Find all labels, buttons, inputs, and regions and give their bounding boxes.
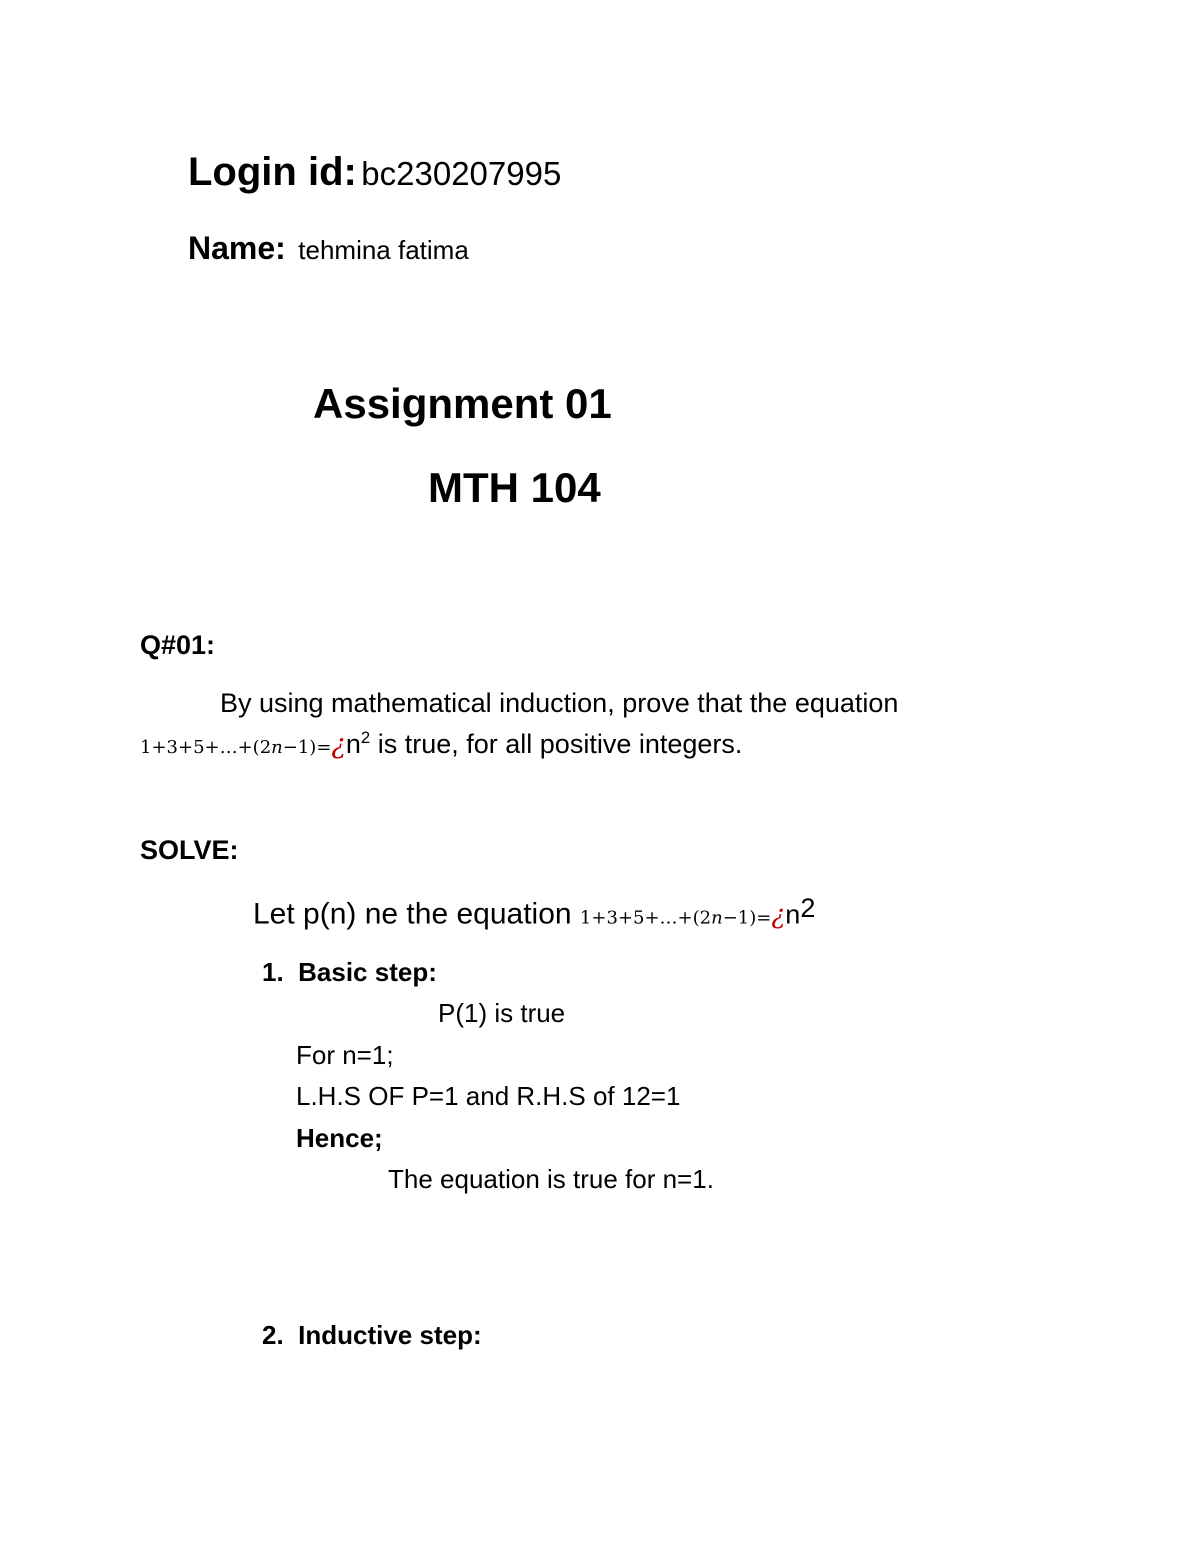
step-1-for-n: For n=1; [296,1040,394,1070]
solve-label: SOLVE: [140,835,239,865]
name-line [188,230,469,267]
question-equation-placeholder: ¿ [331,729,346,760]
solve-equation-tail: −1)= [722,907,772,929]
solve-equation-exponent: 2 [800,893,816,923]
name-value: tehmina fatima [298,235,469,265]
solve-equation: 1+3+5+…+(2 [579,907,712,929]
login-label: Login id: [188,150,357,194]
question-line-1: By using mathematical induction, prove that the equation [220,688,899,718]
step-2-number: 2. [262,1320,284,1350]
login-line [188,150,561,195]
solve-equation-n: n [711,907,723,929]
let-line [253,893,815,931]
solve-equation-placeholder: ¿ [771,900,786,931]
question-line-2-rest: is true, for all positive integers. [370,729,743,759]
login-value: bc230207995 [361,155,562,192]
question-equation-n: n [271,737,283,758]
step-1-title: Basic step: [298,957,437,987]
step-1-p1: P(1) is true [438,998,566,1028]
question-equation: 1+3+5+…+(2 [140,737,272,758]
step-1-number: 1. [262,957,284,987]
assignment-title: Assignment 01 [313,380,612,427]
step-1-lhs-rhs: L.H.S OF P=1 and R.H.S of 12=1 [296,1081,681,1111]
question-line-2 [140,728,742,760]
step-1-heading [262,957,437,988]
course-title: MTH 104 [428,464,601,511]
question-equation-tail: −1)= [282,737,332,758]
name-label: Name: [188,230,286,266]
step-1-conclusion: The equation is true for n=1. [388,1164,714,1194]
question-equation-exponent: 2 [360,728,371,747]
solve-equation-rhs: n [785,899,801,930]
question-label: Q#01: [140,630,216,660]
step-2-heading [262,1320,482,1351]
step-1-hence: Hence; [296,1123,383,1153]
step-2-title: Inductive step: [298,1320,482,1350]
let-text: Let p(n) ne the equation [253,897,580,931]
question-equation-rhs: n [345,729,361,759]
